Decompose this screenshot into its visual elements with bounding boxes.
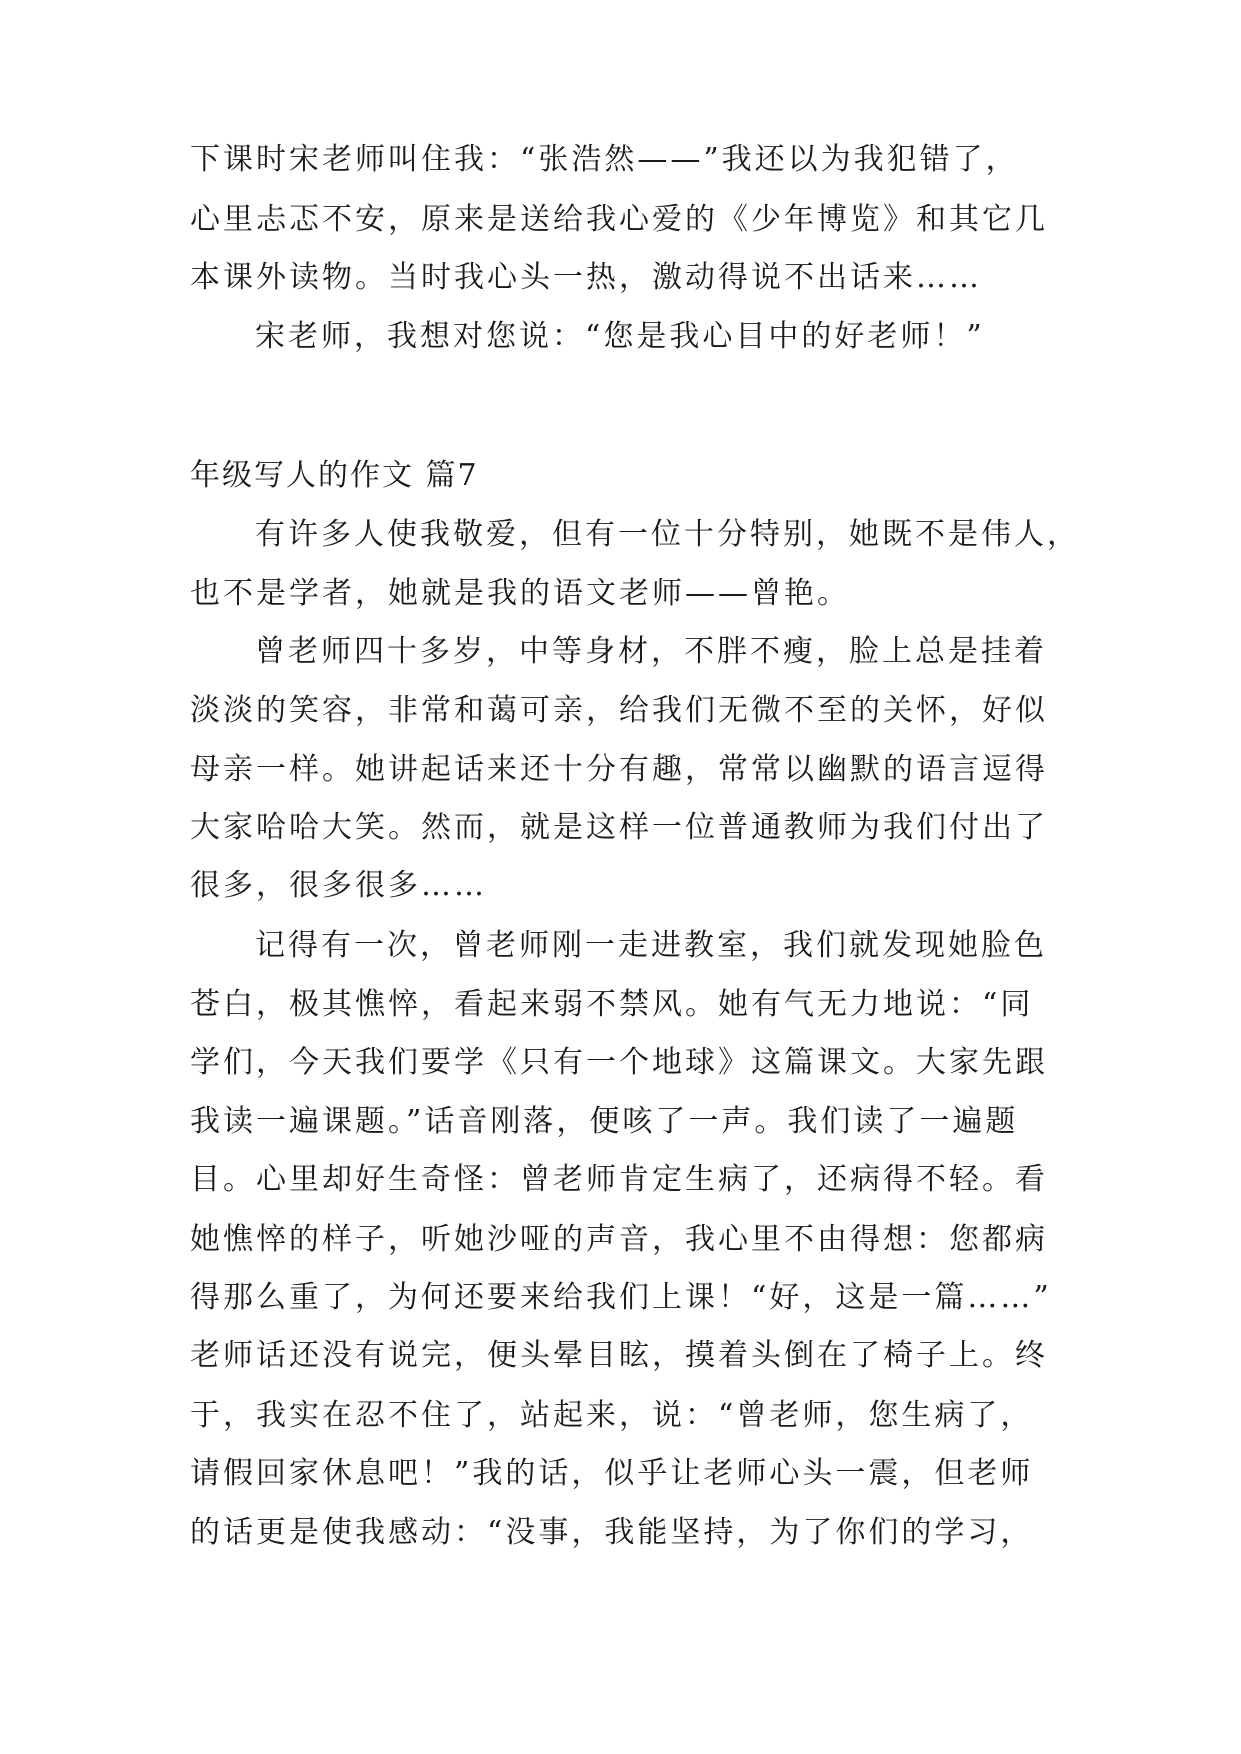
paragraph-line: 老师话还没有说完，便头晕目眩，摸着头倒在了椅子上。终 [190, 1338, 1048, 1373]
paragraph-line: 我读一遍课题。”话音刚落，便咳了一声。我们读了一遍题 [190, 1104, 1019, 1139]
paragraph-line: 记得有一次，曾老师刚一走进教室，我们就发现她脸色 [255, 928, 1047, 963]
paragraph-line: 的话更是使我感动：“没事，我能坚持，为了你们的学习， [190, 1515, 1034, 1550]
section-heading: 年级写人的作文 篇7 [190, 458, 479, 493]
paragraph-line: 曾老师四十多岁，中等身材，不胖不瘦，脸上总是挂着 [255, 634, 1047, 669]
paragraph-line: 心里忐忑不安，原来是送给我心爱的《少年博览》和其它几 [190, 202, 1048, 237]
paragraph-line: 学们，今天我们要学《只有一个地球》这篇课文。大家先跟 [190, 1045, 1048, 1080]
paragraph-line: 于，我实在忍不住了，站起来，说：“曾老师，您生病了， [190, 1398, 1034, 1433]
paragraph-line: 母亲一样。她讲起话来还十分有趣，常常以幽默的语言逗得 [190, 752, 1048, 787]
paragraph-line: 大家哈哈大笑。然而，就是这样一位普通教师为我们付出了 [190, 810, 1048, 845]
paragraph-line: 也不是学者，她就是我的语文老师——曾艳。 [190, 576, 850, 611]
paragraph-line: 苍白，极其憔悴，看起来弱不禁风。她有气无力地说：“同 [190, 987, 1034, 1022]
paragraph-line: 很多，很多很多…… [190, 868, 487, 903]
paragraph-line: 下课时宋老师叫住我：“张浩然——”我还以为我犯错了， [190, 142, 1019, 177]
paragraph-line: 宋老师，我想对您说：“您是我心目中的好老师！” [255, 319, 985, 354]
paragraph-line: 淡淡的笑容，非常和蔼可亲，给我们无微不至的关怀，好似 [190, 693, 1048, 728]
paragraph-line: 有许多人使我敬爱，但有一位十分特别，她既不是伟人， [255, 517, 1080, 552]
paragraph-line: 她憔悴的样子，听她沙哑的声音，我心里不由得想：您都病 [190, 1222, 1048, 1257]
paragraph-line: 请假回家休息吧！”我的话，似乎让老师心头一震，但老师 [190, 1456, 1034, 1491]
paragraph-line: 得那么重了，为何还要来给我们上课！“好，这是一篇……” [190, 1280, 1052, 1315]
paragraph-line: 目。心里却好生奇怪：曾老师肯定生病了，还病得不轻。看 [190, 1162, 1048, 1197]
paragraph-line: 本课外读物。当时我心头一热，激动得说不出话来…… [190, 260, 982, 295]
